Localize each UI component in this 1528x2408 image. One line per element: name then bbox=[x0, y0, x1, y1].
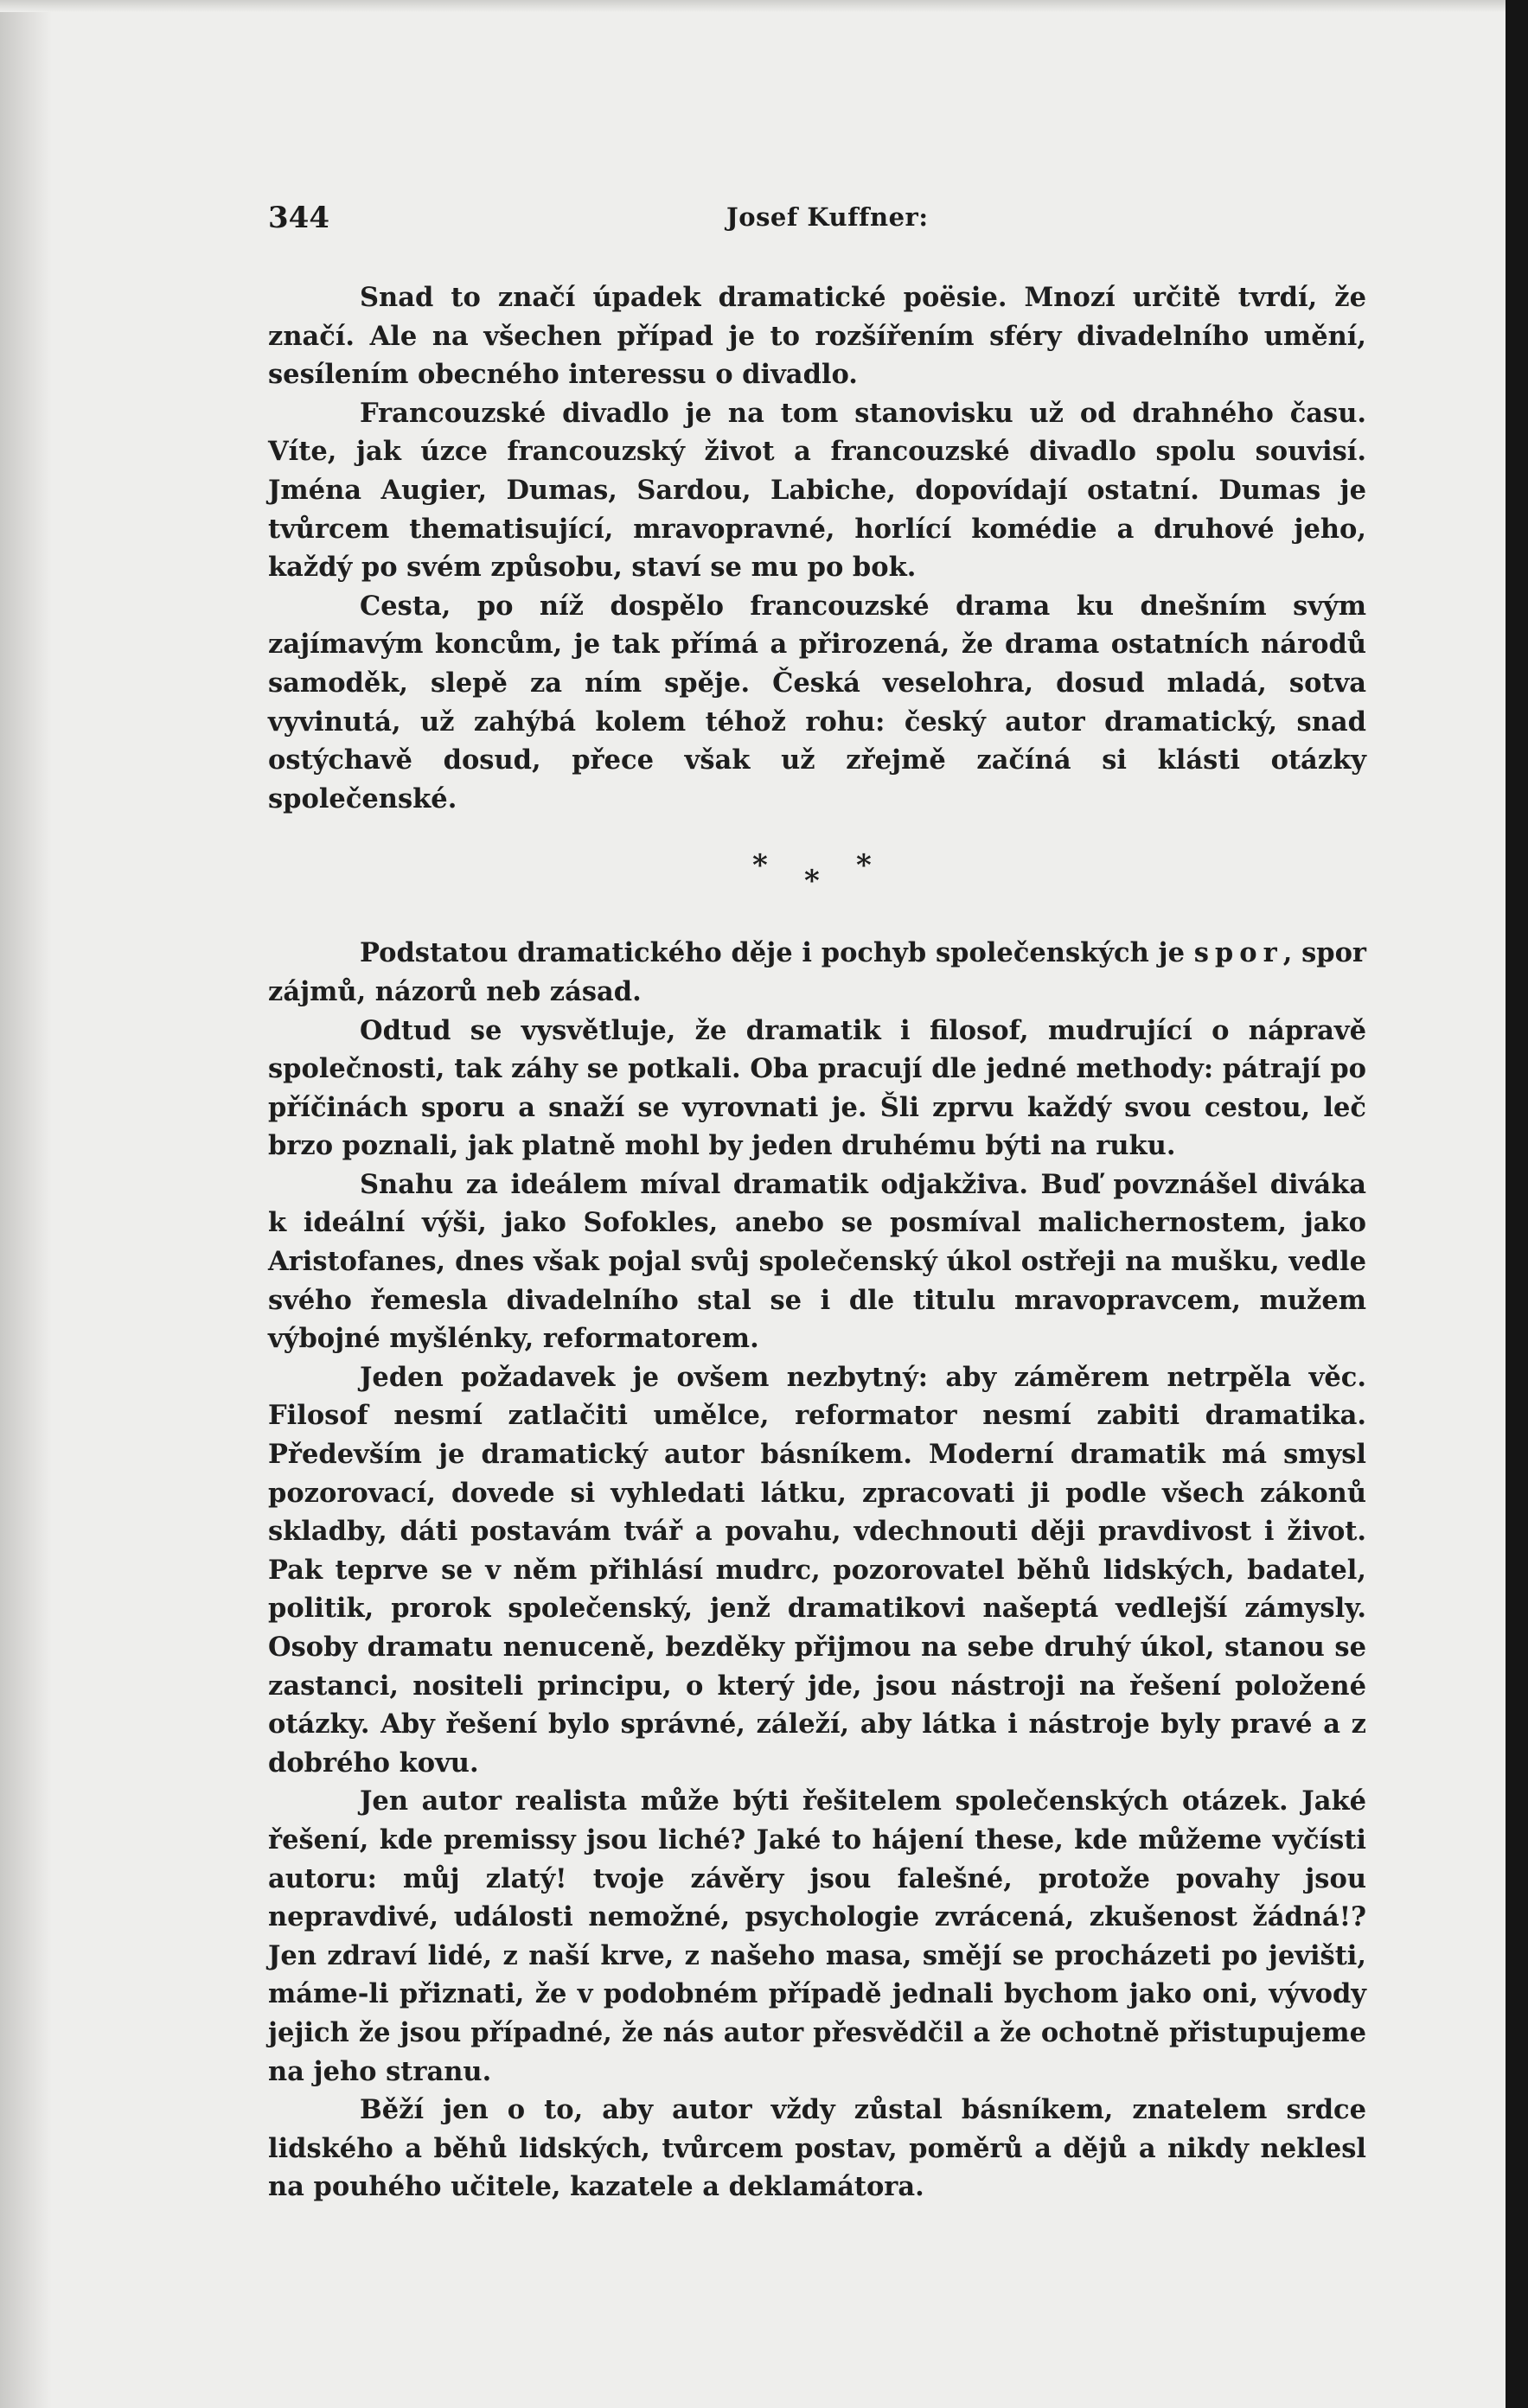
paragraph: Francouzské divadlo je na tom stanovisku už od drahného času. Víte, jak úzce francouzský život a francouzské divadlo spolu souvisí. Jména Augier, Dumas, Sardou, Labiche, dopovídají ostatní. Dumas je tvůrcem thematisující, mravopravné, horlící komédie a druhové jeho, každý po svém způsobu, staví se mu po bok. bbox=[268, 397, 1366, 584]
running-head: Josef Kuffner: bbox=[726, 202, 929, 232]
paragraph: Snahu za ideálem míval dramatik odjakživa. Buď povznášel diváka k ideální výši, jako Sofokles, anebo se posmíval malichernostem, jako Aristofanes, dnes však pojal svůj společenský úkol ostřeji na mušku, vedle svého řemesla divadelního stal se i dle titulu mravopravcem, mužem výbojné myšlénky, reformatorem. bbox=[268, 1168, 1366, 1355]
page-header bbox=[268, 201, 1366, 249]
page-number: 344 bbox=[268, 201, 329, 235]
paragraph: Cesta, po níž dospělo francouzské drama ku dnešním svým zajímavým koncům, je tak přímá a přirozená, že drama ostatních národů samoděk, slepě za ním spěje. Česká veselohra, dosud mladá, sotva vyvinutá, už zahýbá kolem téhož rohu: český autor dramatický, snad ostýchavě dosud, přece však už zřejmě začíná si klásti otázky společenské. bbox=[268, 590, 1366, 814]
paragraph: Snad to značí úpadek dramatické poësie. Mnozí určitě tvrdí, že značí. Ale na všechen případ je to rozšířením sféry divadelního umění, sesílením obecného interessu o divadlo. bbox=[268, 282, 1366, 391]
page-top-edge bbox=[0, 0, 1528, 12]
separator-star: * bbox=[856, 848, 872, 884]
page-gutter-shadow bbox=[0, 0, 52, 2408]
paragraph-text: Podstatou dramatického děje i pochyb společenských je bbox=[360, 937, 1185, 969]
paragraph-text: , spor zájmů, názorů neb zásad. bbox=[268, 937, 1366, 1007]
paragraph: Odtud se vysvětluje, že dramatik i filosof, mudrující o nápravě společnosti, tak záhy se potkali. Oba pracují dle jedné methody: pátrají po příčinách sporu a snaží se vyrovnati je. Šli zprvu každý svou cestou, leč brzo poznali, jak platně mohl by jeden druhému býti na ruku. bbox=[268, 1014, 1366, 1162]
section-separator bbox=[268, 818, 1366, 934]
separator-star: * bbox=[804, 864, 820, 899]
emphasized-term: spor bbox=[1193, 937, 1283, 969]
body-text bbox=[268, 278, 1366, 2207]
separator-star: * bbox=[752, 848, 768, 884]
paragraph: Jeden požadavek je ovšem nezbytný: aby záměrem netrpěla věc. Filosof nesmí zatlačiti umělce, reformator nesmí zabiti dramatika. Především je dramatický autor básníkem. Moderní dramatik má smysl pozorovací, dovede si vyhledati látku, zpracovati ji podle všech zákonů skladby, dáti postavám tvář a povahu, vdechnouti ději pravdivost i život. Pak teprve se v něm přihlásí mudrc, pozorovatel běhů lidských, badatel, politik, prorok společenský, jenž dramatikovi našeptá vedlejší zámysly. Osoby dramatu nenuceně, bezděky přijmou na sebe druhý úkol, stanou se zastanci, nositeli principu, o který jde, jsou nástroji na řešení položené otázky. Aby řešení bylo správné, záleží, aby látka i nástroje byly pravé a z dobrého kovu. bbox=[268, 1361, 1366, 1779]
paragraph bbox=[268, 934, 1366, 1011]
page-right-edge bbox=[1506, 0, 1528, 2408]
paragraph: Jen autor realista může býti řešitelem společenských otázek. Jaké řešení, kde premissy jsou liché? Jaké to hájení these, kde můžeme vyčísti autoru: můj zlatý! tvoje závěry jsou falešné, protože povahy jsou nepravdivé, události nemožné, psychologie zvrácená, zkušenost žádná!? Jen zdraví lidé, z naší krve, z našeho masa, smějí se procházeti po jevišti, máme-li přiznati, že v podobném případě jednali bychom jako oni, vývody jejich že jsou případné, že nás autor přesvědčil a že ochotně přistupujeme na jeho stranu. bbox=[268, 1785, 1366, 2087]
paragraph: Běží jen o to, aby autor vždy zůstal básníkem, znatelem srdce lidského a běhů lidských, tvůrcem postav, poměrů a dějů a nikdy neklesl na pouhého učitele, kazatele a deklamátora. bbox=[268, 2094, 1366, 2203]
